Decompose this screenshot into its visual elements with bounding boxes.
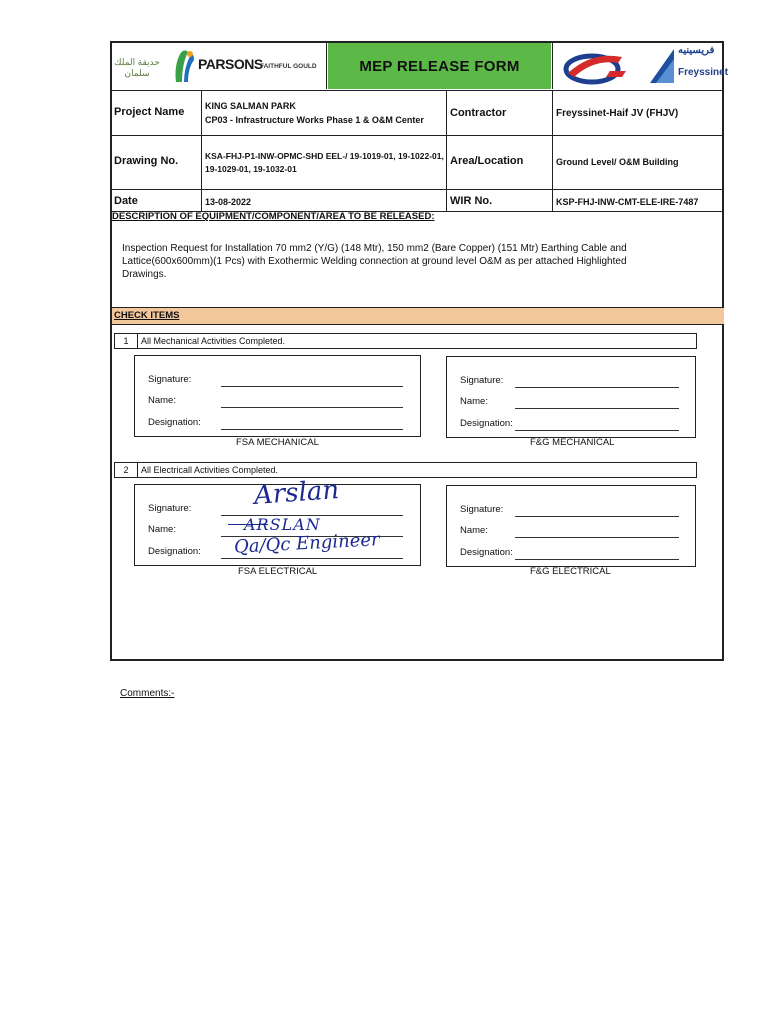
description-text: Inspection Request for Installation 70 mm2 (Y/G) (148 Mtr), 150 mm2 (Bare Copper) (151 Mtr) Earthing Cable and Lattice(600x600mm)(1 Pcs) with Exothermic Welding connection at ground level O&M as per attached Highlighted Drawings. — [122, 243, 627, 280]
name-label: Name: — [148, 524, 176, 535]
designation-line[interactable] — [221, 558, 403, 559]
designation-label: Designation: — [460, 418, 513, 429]
wir-no-value: KSP-FHJ-INW-CMT-ELE-IRE-7487 — [556, 197, 699, 207]
wir-no-label: WIR No. — [450, 195, 493, 207]
date-label: Date — [114, 195, 138, 207]
parsons-logo-icon — [172, 46, 196, 86]
designation-line[interactable] — [515, 559, 679, 560]
header-logos-left — [112, 43, 326, 89]
designation-label: Designation: — [148, 417, 201, 428]
freyssinet-emblem-icon — [562, 47, 644, 87]
king-salman-park-logo: حديقة الملك سلمان — [114, 57, 160, 78]
signature-label: Signature: — [460, 375, 504, 386]
signature-label: Signature: — [148, 374, 192, 385]
handwritten-name: ARSLAN — [244, 515, 321, 534]
name-label: Name: — [460, 396, 488, 407]
form-title: MEP RELEASE FORM — [359, 57, 520, 75]
handwritten-designation: Qa/Qc Engineer — [233, 529, 381, 558]
freyssinet-wordmark: Freyssinet — [678, 67, 729, 78]
faithful-gould-logo: FAITHFUL GOULD — [260, 63, 317, 70]
drawing-no-label: Drawing No. — [114, 155, 179, 167]
check-items-bar — [112, 307, 724, 325]
check-item-text: All Electricall Activities Completed. — [141, 465, 279, 475]
header-logo-right — [556, 43, 729, 89]
check-item-row — [114, 333, 697, 349]
form-title-cell — [328, 43, 551, 89]
check-item-row — [114, 462, 697, 478]
area-location-value: Ground Level/ O&M Building — [556, 157, 679, 167]
drawing-no-line1: KSA-FHJ-P1-INW-OPMC-SHD EEL-/ 19-1019-01, 19-1022-01, — [205, 151, 444, 161]
signature-line[interactable] — [515, 516, 679, 517]
check-item-number: 2 — [115, 463, 138, 477]
signature-box-fsa-mechanical — [134, 355, 421, 437]
designation-line[interactable] — [515, 430, 679, 431]
designation-label: Designation: — [460, 547, 513, 558]
name-line[interactable] — [221, 407, 403, 408]
fsa-mechanical-caption: FSA MECHANICAL — [236, 437, 319, 448]
signature-label: Signature: — [460, 504, 504, 515]
description-heading: DESCRIPTION OF EQUIPMENT/COMPONENT/AREA TO BE RELEASED: — [112, 211, 435, 222]
signature-box-fg-mechanical — [446, 356, 696, 438]
comments-label: Comments:- — [120, 688, 175, 699]
name-line[interactable] — [515, 537, 679, 538]
fsa-electrical-caption: FSA ELECTRICAL — [238, 566, 318, 577]
handwritten-signature: Arslan — [253, 475, 341, 511]
fg-electrical-caption: F&G ELECTRICAL — [530, 566, 611, 577]
project-name-line1: KING SALMAN PARK — [205, 101, 296, 111]
check-item-number: 1 — [115, 334, 138, 348]
contractor-value: Freyssinet-Haif JV (FHJV) — [556, 108, 679, 119]
contractor-label: Contractor — [450, 107, 507, 119]
name-label: Name: — [460, 525, 488, 536]
parsons-wordmark: PARSONS — [198, 56, 263, 72]
fg-mechanical-caption: F&G MECHANICAL — [530, 437, 615, 448]
area-location-label: Area/Location — [450, 155, 524, 167]
check-item-text: All Mechanical Activities Completed. — [141, 336, 286, 346]
freyssinet-arabic: فريسينيه — [678, 45, 715, 56]
name-line[interactable] — [515, 408, 679, 409]
form-frame — [110, 41, 724, 661]
signature-line[interactable] — [515, 387, 679, 388]
signature-label: Signature: — [148, 503, 192, 514]
check-items-heading: CHECK ITEMS — [114, 310, 180, 321]
project-name-line2: CP03 - Infrastructure Works Phase 1 & O&M Center — [205, 115, 424, 125]
signature-box-fg-electrical — [446, 485, 696, 567]
handwritten-name-strike — [228, 524, 268, 525]
signature-line[interactable] — [221, 386, 403, 387]
name-label: Name: — [148, 395, 176, 406]
designation-label: Designation: — [148, 546, 201, 557]
project-name-label: Project Name — [114, 106, 185, 118]
designation-line[interactable] — [221, 429, 403, 430]
freyssinet-sail-icon — [648, 47, 678, 85]
drawing-no-line2: 19-1029-01, 19-1032-01 — [205, 164, 297, 174]
date-value: 13-08-2022 — [205, 197, 252, 207]
